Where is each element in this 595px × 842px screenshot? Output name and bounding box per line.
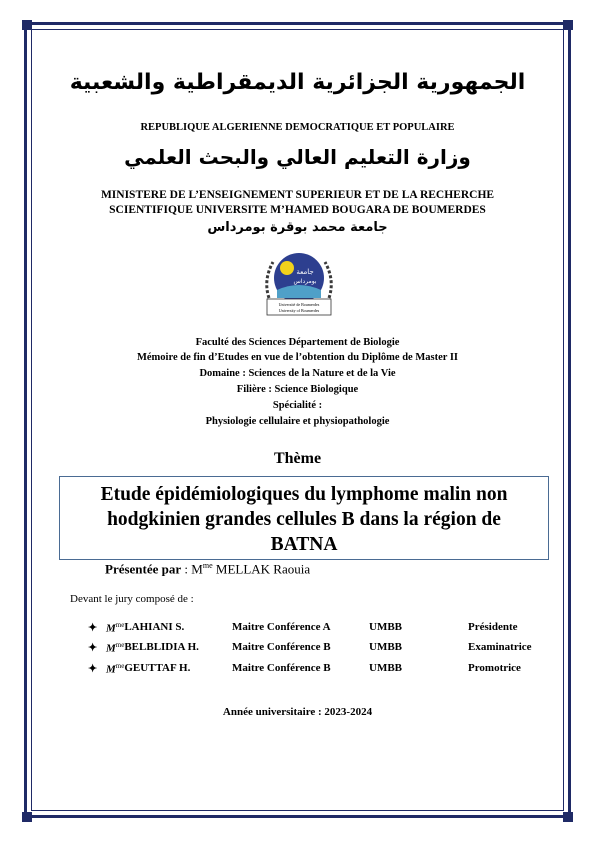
theme-title-line1: Etude épidémiologiques du lymphome malin non <box>100 484 508 505</box>
ministry-title-arabic: وزارة التعليم العالي والبحث العلمي <box>124 145 471 169</box>
theme-title-line2: hodgkinien grandes cellules B dans la région de <box>107 509 501 530</box>
logo-text-arabic-2: بومرداس <box>293 278 317 285</box>
border-corner <box>563 20 573 30</box>
republic-title-arabic: الجمهورية الجزائرية الديمقراطية والشعبية <box>69 70 526 95</box>
logo-banner-line2: University of Boumerdes <box>278 308 320 313</box>
logo-text-arabic: جامعة <box>296 268 314 276</box>
sun-icon <box>280 261 294 275</box>
border-corner <box>22 812 32 822</box>
specialty-value: Physiologie cellulaire et physiopathologie <box>205 416 390 427</box>
academic-year: Année universitaire : 2023-2024 <box>222 706 373 718</box>
jury-member-name: $M^{me}$ LAHIANI S. <box>106 621 185 635</box>
memoire-line: Mémoire de fin d’Etudes en vue de l’obtention du Diplôme de Master II <box>136 352 459 363</box>
presented-by-separator: : <box>181 561 192 577</box>
presenter-title-sup: me <box>202 561 213 570</box>
ministry-title-french-line1: MINISTERE DE L’ENSEIGNEMENT SUPERIEUR ET DE LA RECHERCHE <box>100 189 495 201</box>
jury-member-name: $M^{me}$ GEUTTAF H. <box>106 662 191 676</box>
presenter-name: MELLAK Raouia <box>212 561 311 577</box>
border-corner <box>22 20 32 30</box>
ministry-title-french-line2: SCIENTIFIQUE UNIVERSITE M’HAMED BOUGARA DE BOUMERDES <box>109 204 486 216</box>
jury-member-role: Présidente <box>468 621 518 633</box>
jury-member-institution: UMBB <box>369 621 402 633</box>
jury-intro: Devant le jury composé de : <box>70 593 194 605</box>
university-name-arabic: جامعة محمد بوقرة بومرداس <box>207 220 388 235</box>
jury-member-grade: Maitre Conférence A <box>232 621 331 633</box>
theme-title-line3: BATNA <box>270 534 338 555</box>
jury-member-role: Examinatrice <box>468 641 532 653</box>
filiere-line: Filière : Science Biologique <box>236 384 359 395</box>
theme-title <box>63 482 545 557</box>
bullet-icon: ✦ <box>88 622 98 634</box>
presented-by <box>105 561 310 577</box>
presenter-title: M <box>191 561 203 577</box>
jury-member-grade: Maitre Conférence B <box>232 662 331 674</box>
jury-member-grade: Maitre Conférence B <box>232 641 331 653</box>
theme-heading: Thème <box>273 450 322 467</box>
jury-member-institution: UMBB <box>369 641 402 653</box>
jury-member-institution: UMBB <box>369 662 402 674</box>
university-logo <box>259 250 339 318</box>
domain-line: Domaine : Sciences de la Nature et de la Vie <box>199 368 396 379</box>
faculty-line: Faculté des Sciences Département de Biologie <box>195 337 400 348</box>
logo-banner-line1: Université de Boumerdes <box>278 302 320 307</box>
bullet-icon: ✦ <box>88 642 98 654</box>
jury-member-name: $M^{me}$ BELBLIDIA H. <box>106 641 199 655</box>
jury-row <box>0 662 595 678</box>
presented-by-label: Présentée par <box>105 561 182 577</box>
jury-member-role: Promotrice <box>468 662 521 674</box>
jury-row <box>0 621 595 637</box>
republic-title-french: REPUBLIQUE ALGERIENNE DEMOCRATIQUE ET POPULAIRE <box>140 122 455 133</box>
bullet-icon: ✦ <box>88 663 98 675</box>
jury-row <box>0 641 595 657</box>
specialty-label: Spécialité : <box>272 400 323 411</box>
border-corner <box>563 812 573 822</box>
